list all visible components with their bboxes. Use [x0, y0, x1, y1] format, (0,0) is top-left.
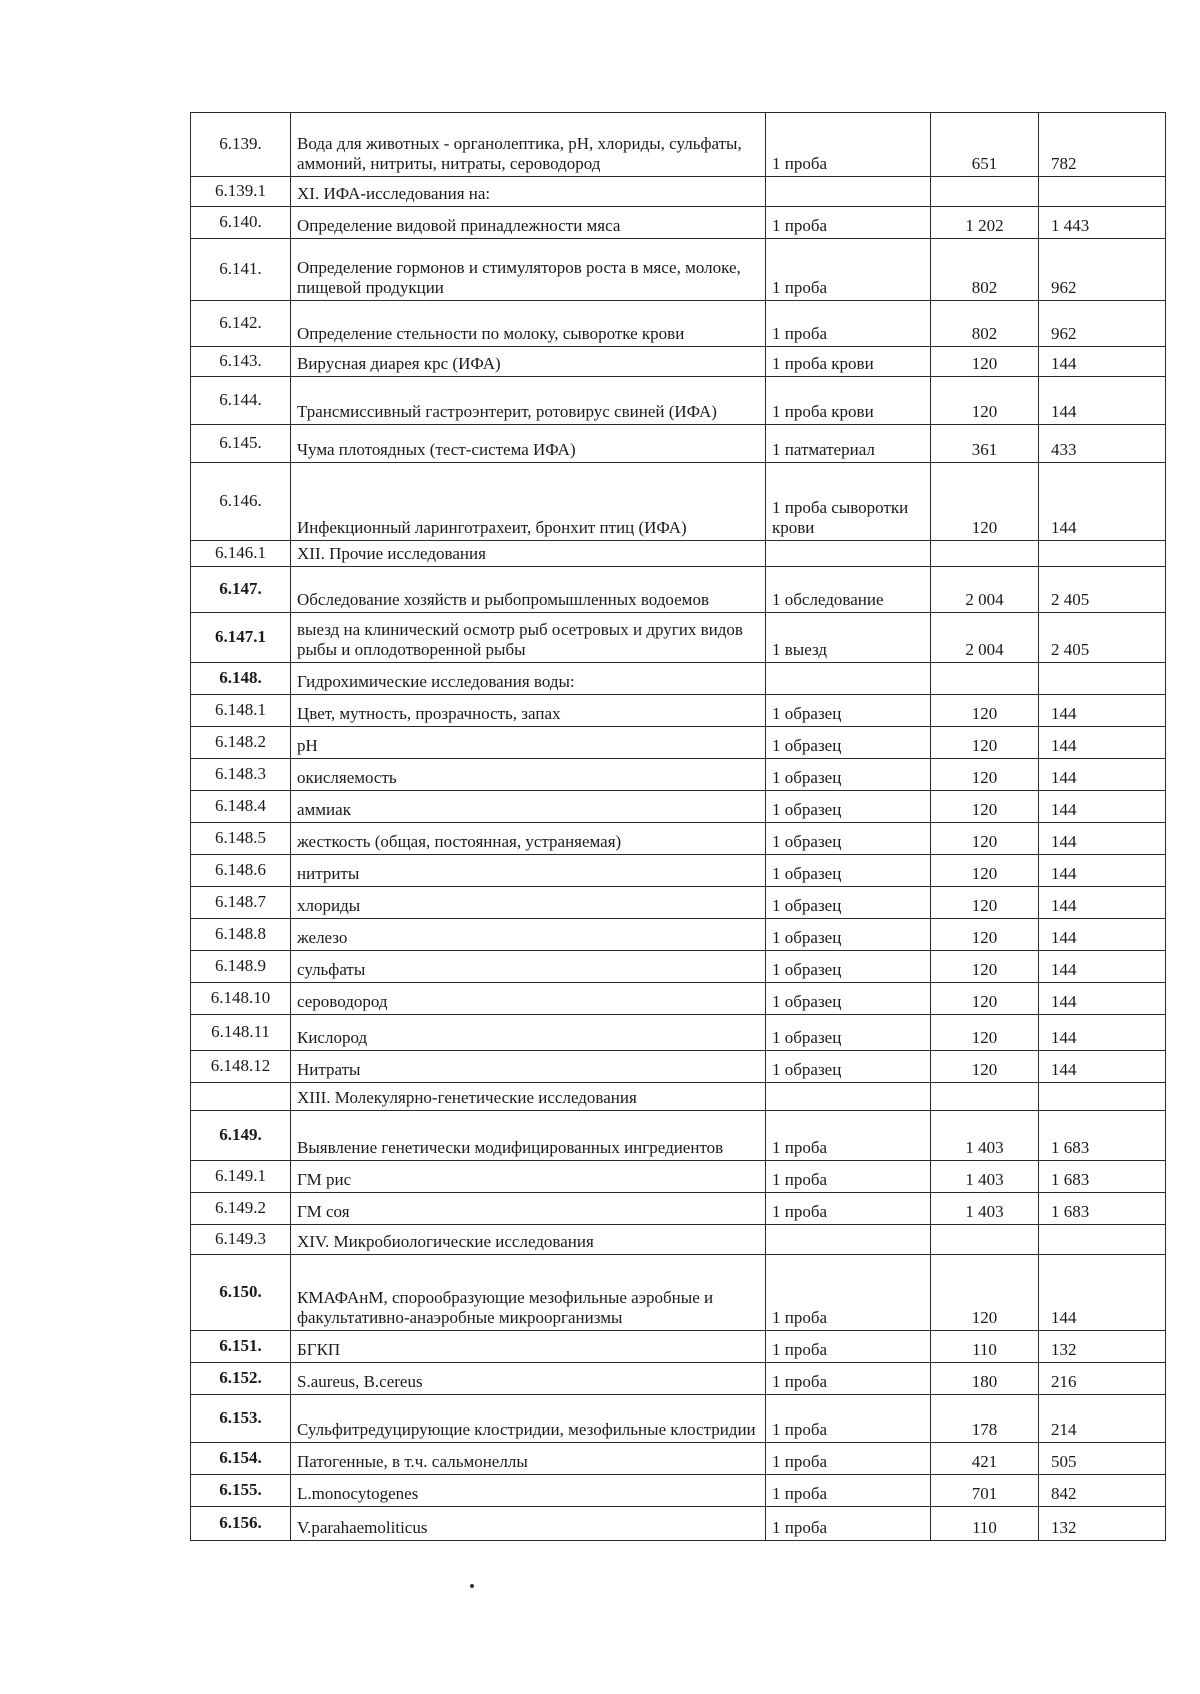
price-without-vat: 120	[931, 1255, 1039, 1331]
service-name: XI. ИФА-исследования на:	[291, 177, 766, 207]
price-with-vat: 214	[1039, 1395, 1166, 1443]
table-row	[191, 663, 1166, 695]
price-list-body	[191, 113, 1166, 1541]
service-name: Сульфитредуцирующие клостридии, мезофильные клостридии	[291, 1395, 766, 1443]
unit-of-measure: 1 проба крови	[766, 347, 931, 377]
row-number: 6.151.	[191, 1331, 291, 1363]
table-row	[191, 919, 1166, 951]
price-without-vat: 1 403	[931, 1193, 1039, 1225]
row-number: 6.153.	[191, 1395, 291, 1443]
unit-of-measure	[766, 663, 931, 695]
table-row	[191, 951, 1166, 983]
service-name: XIV. Микробиологические исследования	[291, 1225, 766, 1255]
unit-of-measure: 1 проба	[766, 1161, 931, 1193]
service-name: L.monocytogenes	[291, 1475, 766, 1507]
table-row	[191, 855, 1166, 887]
price-without-vat: 701	[931, 1475, 1039, 1507]
row-number: 6.152.	[191, 1363, 291, 1395]
row-number	[191, 1083, 291, 1111]
service-name: рН	[291, 727, 766, 759]
price-with-vat: 144	[1039, 347, 1166, 377]
unit-of-measure: 1 образец	[766, 919, 931, 951]
price-with-vat	[1039, 1225, 1166, 1255]
price-with-vat: 144	[1039, 1255, 1166, 1331]
unit-of-measure: 1 проба крови	[766, 377, 931, 425]
price-with-vat: 216	[1039, 1363, 1166, 1395]
service-name: Определение стельности по молоку, сыворотке крови	[291, 301, 766, 347]
service-name: Вирусная диарея крс (ИФА)	[291, 347, 766, 377]
row-number: 6.148.6	[191, 855, 291, 887]
service-name: Кислород	[291, 1015, 766, 1051]
price-without-vat: 120	[931, 347, 1039, 377]
service-name: ГМ рис	[291, 1161, 766, 1193]
table-row	[191, 613, 1166, 663]
unit-of-measure: 1 образец	[766, 727, 931, 759]
row-number: 6.149.3	[191, 1225, 291, 1255]
unit-of-measure: 1 проба	[766, 1443, 931, 1475]
table-row	[191, 541, 1166, 567]
table-row	[191, 1475, 1166, 1507]
row-number: 6.148.11	[191, 1015, 291, 1051]
row-number: 6.148.5	[191, 823, 291, 855]
table-row	[191, 567, 1166, 613]
row-number: 6.150.	[191, 1255, 291, 1331]
price-with-vat: 144	[1039, 1051, 1166, 1083]
price-without-vat: 178	[931, 1395, 1039, 1443]
unit-of-measure: 1 образец	[766, 823, 931, 855]
row-number: 6.148.12	[191, 1051, 291, 1083]
unit-of-measure: 1 обследование	[766, 567, 931, 613]
table-row	[191, 377, 1166, 425]
unit-of-measure: 1 проба	[766, 301, 931, 347]
row-number: 6.148.2	[191, 727, 291, 759]
service-name: XII. Прочие исследования	[291, 541, 766, 567]
unit-of-measure: 1 образец	[766, 791, 931, 823]
row-number: 6.142.	[191, 301, 291, 347]
row-number: 6.141.	[191, 239, 291, 301]
service-name: сероводород	[291, 983, 766, 1015]
service-name: Чума плотоядных (тест-система ИФА)	[291, 425, 766, 463]
service-name: Инфекционный ларинготрахеит, бронхит птиц (ИФА)	[291, 463, 766, 541]
price-with-vat	[1039, 1083, 1166, 1111]
row-number: 6.144.	[191, 377, 291, 425]
price-with-vat: 962	[1039, 239, 1166, 301]
price-with-vat: 144	[1039, 727, 1166, 759]
price-without-vat	[931, 1225, 1039, 1255]
table-row	[191, 983, 1166, 1015]
unit-of-measure: 1 проба	[766, 239, 931, 301]
price-without-vat: 802	[931, 239, 1039, 301]
price-with-vat: 1 683	[1039, 1161, 1166, 1193]
service-name: жесткость (общая, постоянная, устраняемая)	[291, 823, 766, 855]
row-number: 6.148.9	[191, 951, 291, 983]
unit-of-measure: 1 образец	[766, 695, 931, 727]
service-name: Вода для животных - органолептика, рН, хлориды, сульфаты, аммоний, нитриты, нитраты, сероводород	[291, 113, 766, 177]
price-without-vat: 802	[931, 301, 1039, 347]
price-without-vat: 120	[931, 1051, 1039, 1083]
unit-of-measure: 1 патматериал	[766, 425, 931, 463]
price-without-vat: 120	[931, 855, 1039, 887]
service-name: железо	[291, 919, 766, 951]
price-with-vat: 505	[1039, 1443, 1166, 1475]
service-name: КМАФАнМ, спорообразующие мезофильные аэробные и факультативно-анаэробные микроорганизмы	[291, 1255, 766, 1331]
row-number: 6.146.1	[191, 541, 291, 567]
price-with-vat: 144	[1039, 759, 1166, 791]
unit-of-measure: 1 проба	[766, 1475, 931, 1507]
table-row	[191, 1111, 1166, 1161]
price-without-vat: 120	[931, 823, 1039, 855]
row-number: 6.139.	[191, 113, 291, 177]
row-number: 6.148.8	[191, 919, 291, 951]
price-with-vat	[1039, 663, 1166, 695]
table-row	[191, 823, 1166, 855]
price-with-vat: 144	[1039, 1015, 1166, 1051]
service-name: Патогенные, в т.ч. сальмонеллы	[291, 1443, 766, 1475]
service-name: V.parahaemoliticus	[291, 1507, 766, 1541]
price-without-vat: 651	[931, 113, 1039, 177]
unit-of-measure: 1 образец	[766, 855, 931, 887]
price-without-vat	[931, 177, 1039, 207]
row-number: 6.148.	[191, 663, 291, 695]
unit-of-measure	[766, 541, 931, 567]
service-name: аммиак	[291, 791, 766, 823]
row-number: 6.140.	[191, 207, 291, 239]
price-with-vat	[1039, 177, 1166, 207]
price-without-vat: 120	[931, 463, 1039, 541]
unit-of-measure: 1 образец	[766, 951, 931, 983]
unit-of-measure: 1 проба	[766, 1255, 931, 1331]
price-without-vat: 2 004	[931, 567, 1039, 613]
unit-of-measure: 1 проба	[766, 113, 931, 177]
price-with-vat: 1 443	[1039, 207, 1166, 239]
row-number: 6.148.1	[191, 695, 291, 727]
price-with-vat: 144	[1039, 463, 1166, 541]
service-name: окисляемость	[291, 759, 766, 791]
unit-of-measure: 1 проба	[766, 1111, 931, 1161]
table-row	[191, 1015, 1166, 1051]
service-name: выезд на клинический осмотр рыб осетровых и других видов рыбы и оплодотворенной рыбы	[291, 613, 766, 663]
table-row	[191, 1395, 1166, 1443]
price-without-vat: 120	[931, 951, 1039, 983]
service-name: БГКП	[291, 1331, 766, 1363]
table-row	[191, 207, 1166, 239]
unit-of-measure: 1 образец	[766, 983, 931, 1015]
price-without-vat: 120	[931, 887, 1039, 919]
unit-of-measure: 1 образец	[766, 1015, 931, 1051]
unit-of-measure: 1 проба	[766, 1507, 931, 1541]
price-with-vat: 2 405	[1039, 567, 1166, 613]
row-number: 6.156.	[191, 1507, 291, 1541]
price-list-table	[190, 112, 1166, 1541]
row-number: 6.149.	[191, 1111, 291, 1161]
price-with-vat: 144	[1039, 695, 1166, 727]
row-number: 6.147.	[191, 567, 291, 613]
price-with-vat: 144	[1039, 951, 1166, 983]
table-row	[191, 177, 1166, 207]
price-with-vat: 144	[1039, 919, 1166, 951]
service-name: Определение гормонов и стимуляторов роста в мясе, молоке, пищевой продукции	[291, 239, 766, 301]
row-number: 6.143.	[191, 347, 291, 377]
price-without-vat	[931, 541, 1039, 567]
unit-of-measure: 1 проба	[766, 207, 931, 239]
table-row	[191, 1363, 1166, 1395]
table-row	[191, 727, 1166, 759]
table-row	[191, 1051, 1166, 1083]
table-row	[191, 1255, 1166, 1331]
table-row	[191, 695, 1166, 727]
price-without-vat: 180	[931, 1363, 1039, 1395]
price-without-vat: 120	[931, 983, 1039, 1015]
unit-of-measure: 1 образец	[766, 759, 931, 791]
table-row	[191, 887, 1166, 919]
price-without-vat	[931, 663, 1039, 695]
price-without-vat: 120	[931, 919, 1039, 951]
price-with-vat: 132	[1039, 1331, 1166, 1363]
price-without-vat: 1 403	[931, 1111, 1039, 1161]
service-name: Трансмиссивный гастроэнтерит, ротовирус свиней (ИФА)	[291, 377, 766, 425]
row-number: 6.147.1	[191, 613, 291, 663]
price-without-vat: 120	[931, 791, 1039, 823]
price-with-vat: 144	[1039, 887, 1166, 919]
unit-of-measure: 1 проба	[766, 1363, 931, 1395]
price-without-vat: 120	[931, 695, 1039, 727]
price-without-vat: 361	[931, 425, 1039, 463]
unit-of-measure: 1 проба сыворотки крови	[766, 463, 931, 541]
unit-of-measure: 1 проба	[766, 1395, 931, 1443]
price-without-vat: 120	[931, 377, 1039, 425]
price-with-vat: 144	[1039, 823, 1166, 855]
table-row	[191, 1161, 1166, 1193]
table-row	[191, 1443, 1166, 1475]
row-number: 6.145.	[191, 425, 291, 463]
price-with-vat: 782	[1039, 113, 1166, 177]
row-number: 6.148.10	[191, 983, 291, 1015]
table-row	[191, 301, 1166, 347]
table-row	[191, 1507, 1166, 1541]
row-number: 6.149.1	[191, 1161, 291, 1193]
price-without-vat: 110	[931, 1331, 1039, 1363]
price-without-vat: 110	[931, 1507, 1039, 1541]
service-name: Обследование хозяйств и рыбопромышленных водоемов	[291, 567, 766, 613]
price-without-vat: 421	[931, 1443, 1039, 1475]
unit-of-measure	[766, 1225, 931, 1255]
service-name: нитриты	[291, 855, 766, 887]
service-name: Цвет, мутность, прозрачность, запах	[291, 695, 766, 727]
scan-speck	[470, 1584, 474, 1588]
row-number: 6.148.7	[191, 887, 291, 919]
price-with-vat: 144	[1039, 983, 1166, 1015]
price-with-vat: 144	[1039, 791, 1166, 823]
price-with-vat: 132	[1039, 1507, 1166, 1541]
service-name: ГМ соя	[291, 1193, 766, 1225]
price-with-vat: 144	[1039, 377, 1166, 425]
row-number: 6.139.1	[191, 177, 291, 207]
row-number: 6.148.3	[191, 759, 291, 791]
row-number: 6.148.4	[191, 791, 291, 823]
price-with-vat: 144	[1039, 855, 1166, 887]
table-row	[191, 239, 1166, 301]
price-without-vat: 1 202	[931, 207, 1039, 239]
row-number: 6.146.	[191, 463, 291, 541]
price-with-vat: 842	[1039, 1475, 1166, 1507]
row-number: 6.149.2	[191, 1193, 291, 1225]
unit-of-measure: 1 проба	[766, 1331, 931, 1363]
row-number: 6.155.	[191, 1475, 291, 1507]
service-name: сульфаты	[291, 951, 766, 983]
service-name: Определение видовой принадлежности мяса	[291, 207, 766, 239]
table-row	[191, 425, 1166, 463]
price-with-vat	[1039, 541, 1166, 567]
unit-of-measure: 1 образец	[766, 1051, 931, 1083]
table-row	[191, 1083, 1166, 1111]
unit-of-measure	[766, 1083, 931, 1111]
price-with-vat: 962	[1039, 301, 1166, 347]
unit-of-measure: 1 выезд	[766, 613, 931, 663]
price-without-vat: 2 004	[931, 613, 1039, 663]
table-row	[191, 1193, 1166, 1225]
row-number: 6.154.	[191, 1443, 291, 1475]
table-row	[191, 1331, 1166, 1363]
unit-of-measure: 1 образец	[766, 887, 931, 919]
service-name: Выявление генетически модифицированных ингредиентов	[291, 1111, 766, 1161]
table-row	[191, 759, 1166, 791]
price-with-vat: 1 683	[1039, 1193, 1166, 1225]
unit-of-measure	[766, 177, 931, 207]
table-row	[191, 791, 1166, 823]
table-row	[191, 113, 1166, 177]
unit-of-measure: 1 проба	[766, 1193, 931, 1225]
service-name: хлориды	[291, 887, 766, 919]
price-without-vat: 120	[931, 1015, 1039, 1051]
service-name: Нитраты	[291, 1051, 766, 1083]
price-with-vat: 433	[1039, 425, 1166, 463]
table-row	[191, 347, 1166, 377]
price-without-vat	[931, 1083, 1039, 1111]
table-row	[191, 463, 1166, 541]
table-row	[191, 1225, 1166, 1255]
price-with-vat: 1 683	[1039, 1111, 1166, 1161]
service-name: S.aureus, B.cereus	[291, 1363, 766, 1395]
price-without-vat: 1 403	[931, 1161, 1039, 1193]
service-name: Гидрохимические исследования воды:	[291, 663, 766, 695]
price-without-vat: 120	[931, 727, 1039, 759]
price-with-vat: 2 405	[1039, 613, 1166, 663]
service-name: XIII. Молекулярно-генетические исследования	[291, 1083, 766, 1111]
price-without-vat: 120	[931, 759, 1039, 791]
